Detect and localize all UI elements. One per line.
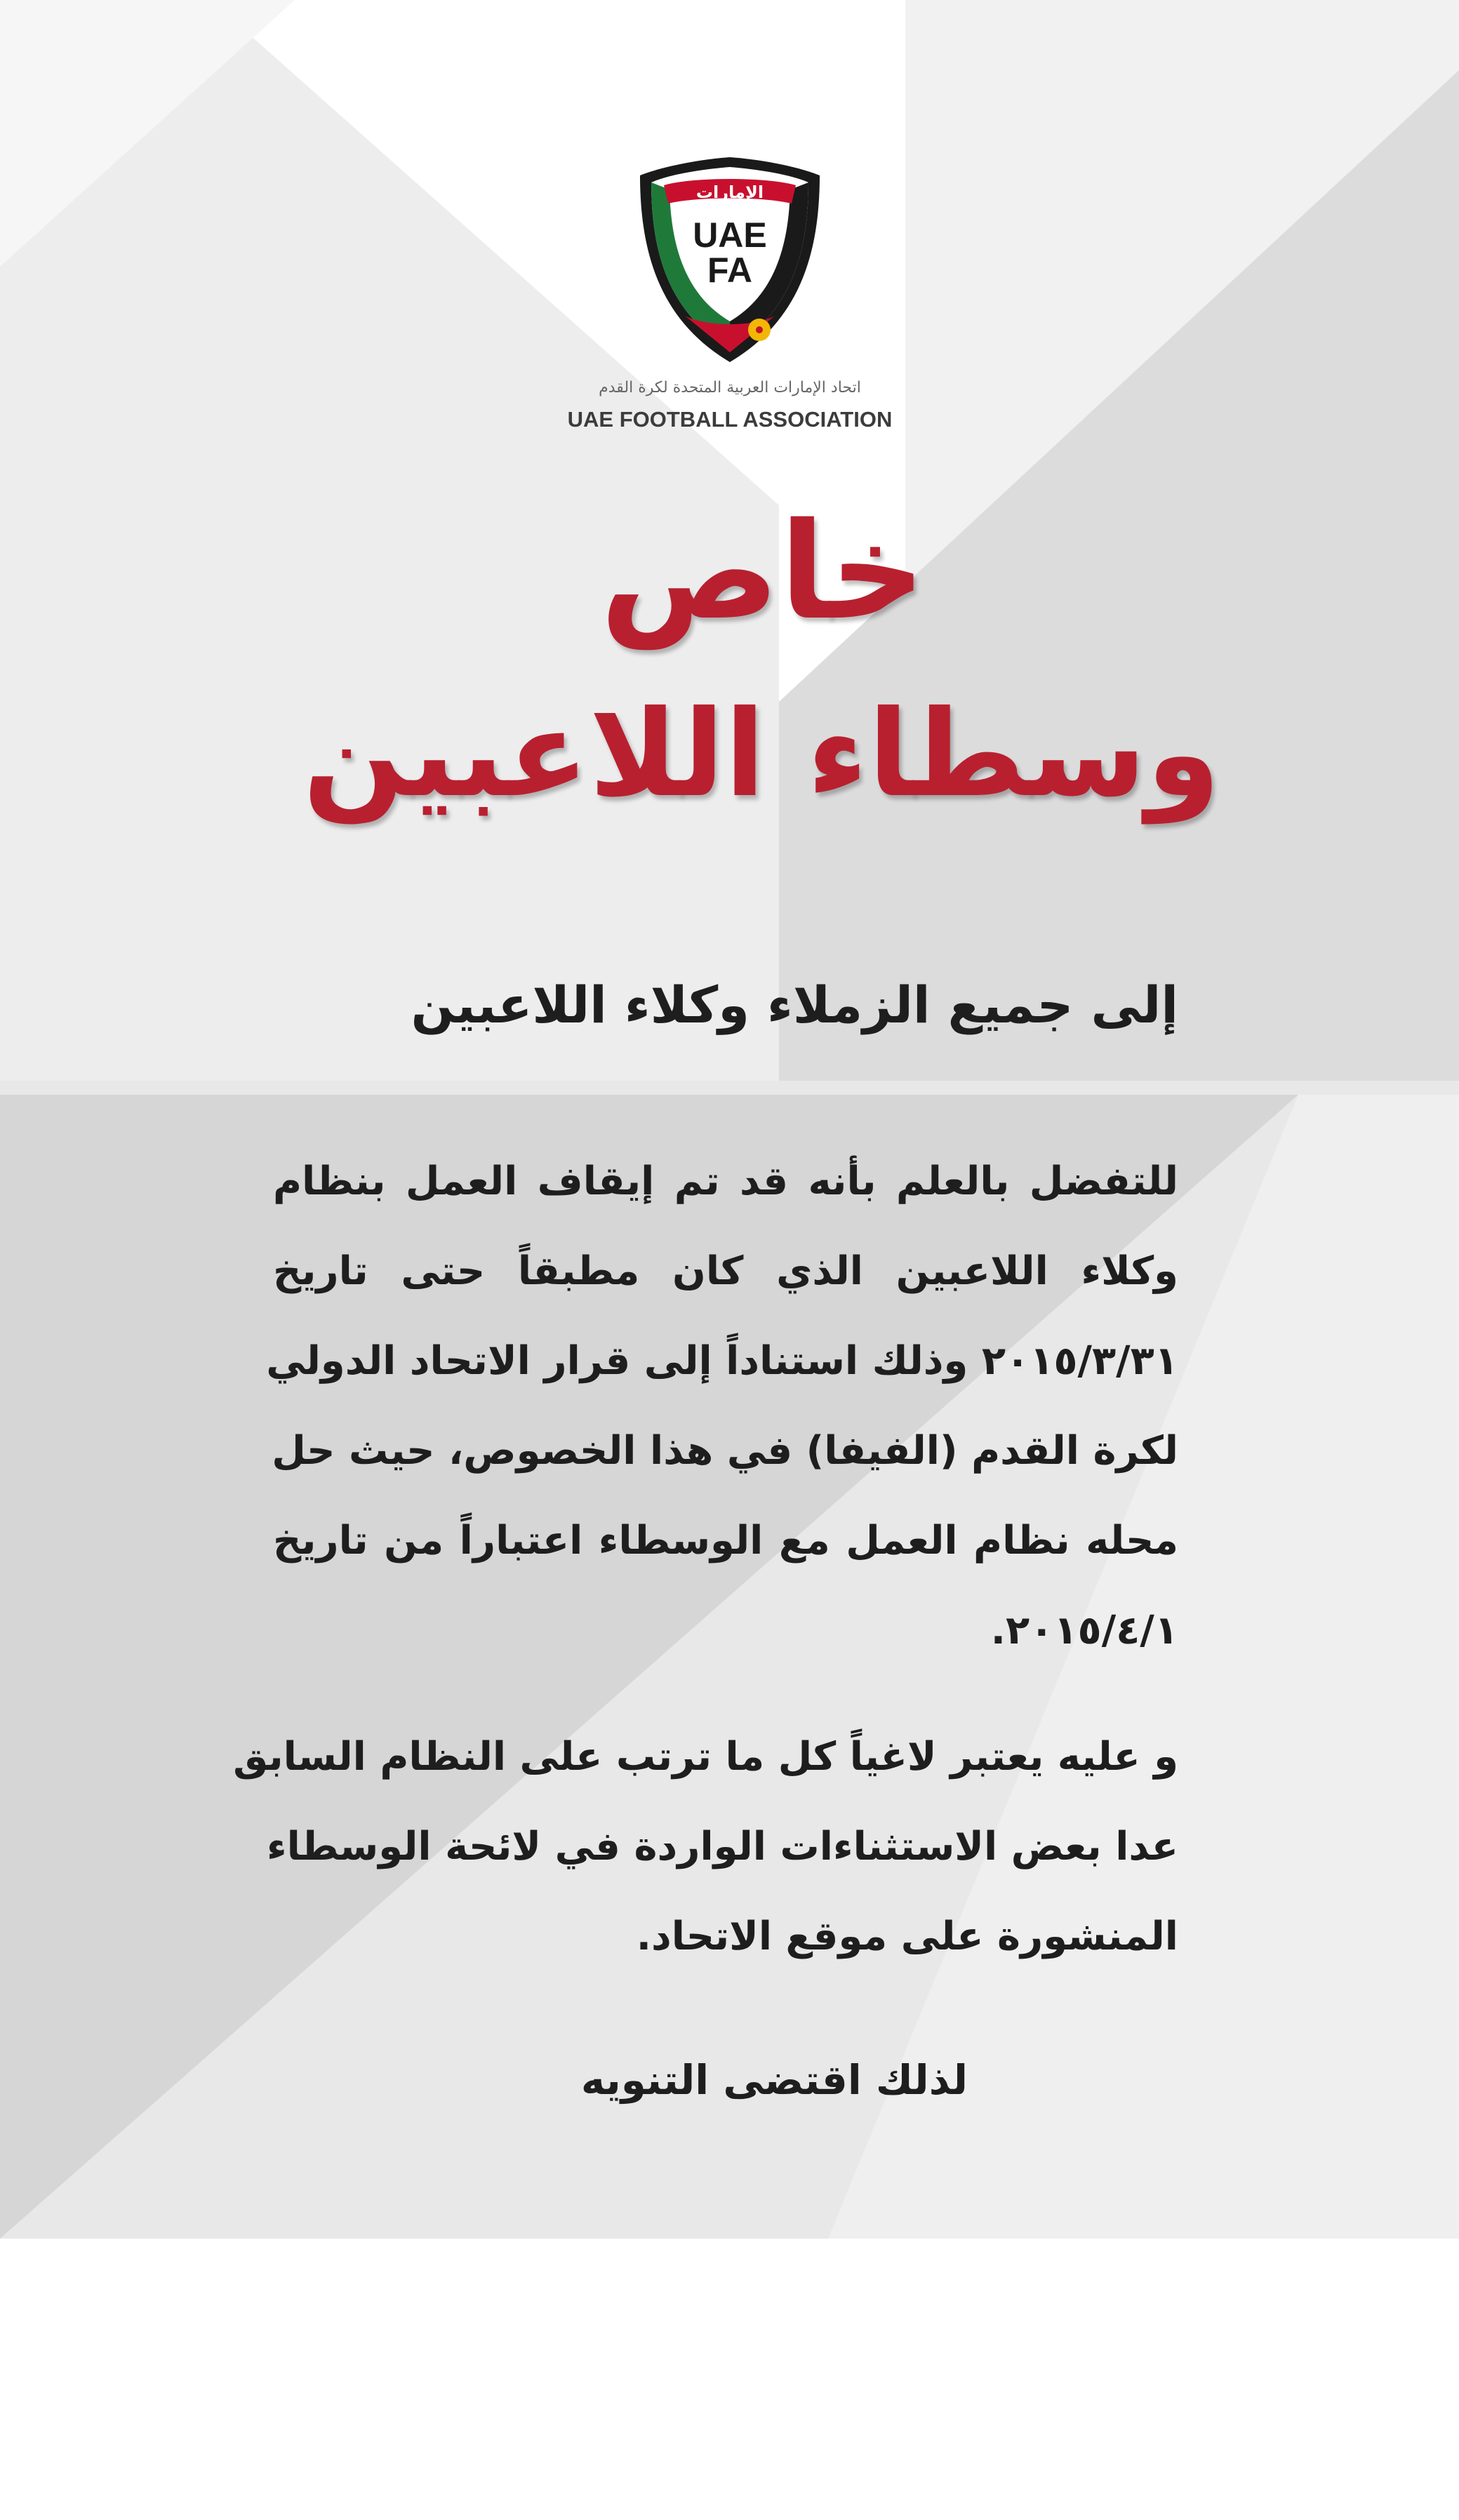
paragraph-line: و عليه يعتبر لاغياً كل ما ترتب على النظام السابق <box>233 1734 1178 1780</box>
addressee-heading: إلى جميع الزملاء وكلاء اللاعبين <box>411 975 1178 1034</box>
title-intermediaries: وسطاء اللاعبين <box>302 685 1220 824</box>
logo-english-name: UAE FOOTBALL ASSOCIATION <box>567 407 893 432</box>
paragraph-line: للتفضل بالعلم بأنه قد تم إيقاف العمل بنظام <box>273 1159 1178 1204</box>
paragraph-line: وكلاء اللاعبين الذي كان مطبقاً حتى تاريخ <box>273 1248 1178 1294</box>
uae-fa-crest-icon <box>636 154 824 365</box>
closing-note: لذلك اقتضى التنويه <box>580 2056 968 2104</box>
title-special: خاص <box>600 494 926 649</box>
announcement-paragraph-2 <box>233 1712 1178 1982</box>
paragraph-line: ٢٠١٥/٤/١. <box>990 1608 1178 1653</box>
paragraph-line: المنشورة على موقع الاتحاد. <box>636 1914 1178 1959</box>
paragraph-line: لكرة القدم (الفيفا) في هذا الخصوص، حيث حل <box>272 1428 1178 1474</box>
uae-fa-logo <box>561 154 898 435</box>
crest-arabic-text: الإمارات <box>695 182 764 202</box>
crest-text-fa: FA <box>707 251 752 290</box>
crest-text-uae: UAE <box>693 215 767 255</box>
paragraph-line: ٢٠١٥/٣/٣١ وذلك استناداً إلى قرار الاتحاد الدولي <box>266 1338 1178 1384</box>
paragraph-line: محله نظام العمل مع الوسطاء اعتباراً من تاريخ <box>273 1518 1178 1564</box>
paragraph-line: عدا بعض الاستثناءات الواردة في لائحة الوسطاء <box>266 1824 1178 1869</box>
announcement-paragraph-1 <box>266 1137 1178 1676</box>
logo-arabic-name: اتحاد الإمارات العربية المتحدة لكرة القدم <box>599 379 861 396</box>
